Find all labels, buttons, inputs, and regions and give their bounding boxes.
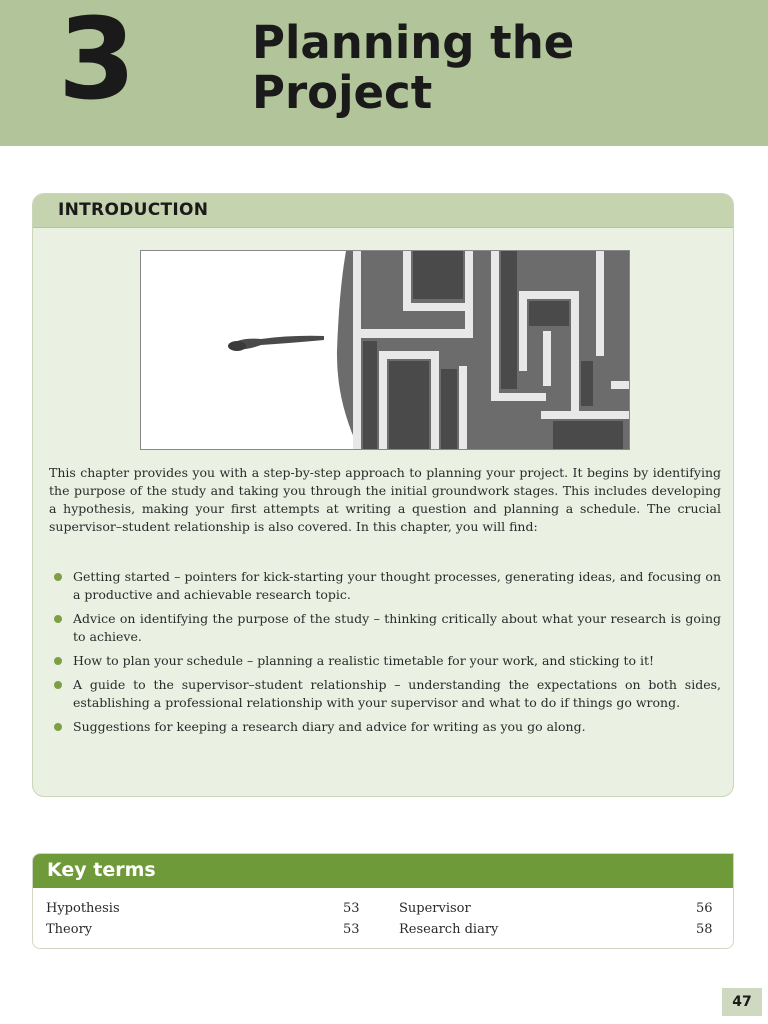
list-item [49, 652, 721, 670]
bullet-icon [54, 723, 62, 731]
maze-svg [141, 251, 629, 449]
chapter-number: 3 [58, 0, 136, 125]
bullet-icon [54, 681, 62, 689]
list-item [49, 676, 721, 712]
key-terms-header [33, 854, 733, 888]
list-item [49, 718, 721, 736]
key-term-label: Supervisor [399, 901, 471, 916]
introduction-bullet-list [49, 568, 721, 742]
bullet-icon [54, 657, 62, 665]
introduction-paragraph: This chapter provides you with a step-by-step approach to planning your project. It begins by identifying the purpose of the study and taking you through the initial groundwork stages. This includes developing a hypothesis, making your first attempts at writing a question and planning a schedule. The crucial supervisor–student relationship is also covered. In this chapter, you will find: [49, 465, 721, 534]
chapter-header [0, 0, 768, 146]
bullet-icon [54, 615, 62, 623]
key-term-page: 53 [343, 922, 360, 937]
introduction-box [32, 193, 734, 797]
maze-illustration [140, 250, 630, 450]
key-term-label: Hypothesis [46, 901, 120, 916]
key-term-label: Research diary [399, 922, 499, 937]
bullet-text: A guide to the supervisor–student relationship – understanding the expectations on both sides, establishing a professional relationship with your supervisor and what to do if things go wrong. [73, 677, 721, 710]
key-term-label: Theory [46, 922, 93, 937]
bullet-text: Getting started – pointers for kick-starting your thought processes, generating ideas, and focusing on a productive and achievable research topic. [73, 569, 721, 602]
chapter-title-line-2: Project [252, 66, 433, 119]
introduction-header [33, 194, 733, 228]
bullet-text: How to plan your schedule – planning a realistic timetable for your work, and sticking to it! [73, 653, 655, 668]
key-terms-heading: Key terms [47, 859, 156, 881]
key-term-page: 53 [343, 901, 360, 916]
key-terms-box [32, 853, 734, 949]
bullet-text: Suggestions for keeping a research diary and advice for writing as you go along. [73, 719, 586, 734]
key-term-page: 58 [696, 922, 713, 937]
page-number: 47 [722, 988, 762, 1016]
chapter-title [252, 18, 574, 118]
bullet-icon [54, 573, 62, 581]
list-item [49, 610, 721, 646]
key-term-page: 56 [696, 901, 713, 916]
introduction-heading: INTRODUCTION [58, 200, 209, 220]
chapter-title-line-1: Planning the [252, 16, 575, 69]
bullet-text: Advice on identifying the purpose of the study – thinking critically about what your research is going to achieve. [73, 611, 721, 644]
list-item [49, 568, 721, 604]
